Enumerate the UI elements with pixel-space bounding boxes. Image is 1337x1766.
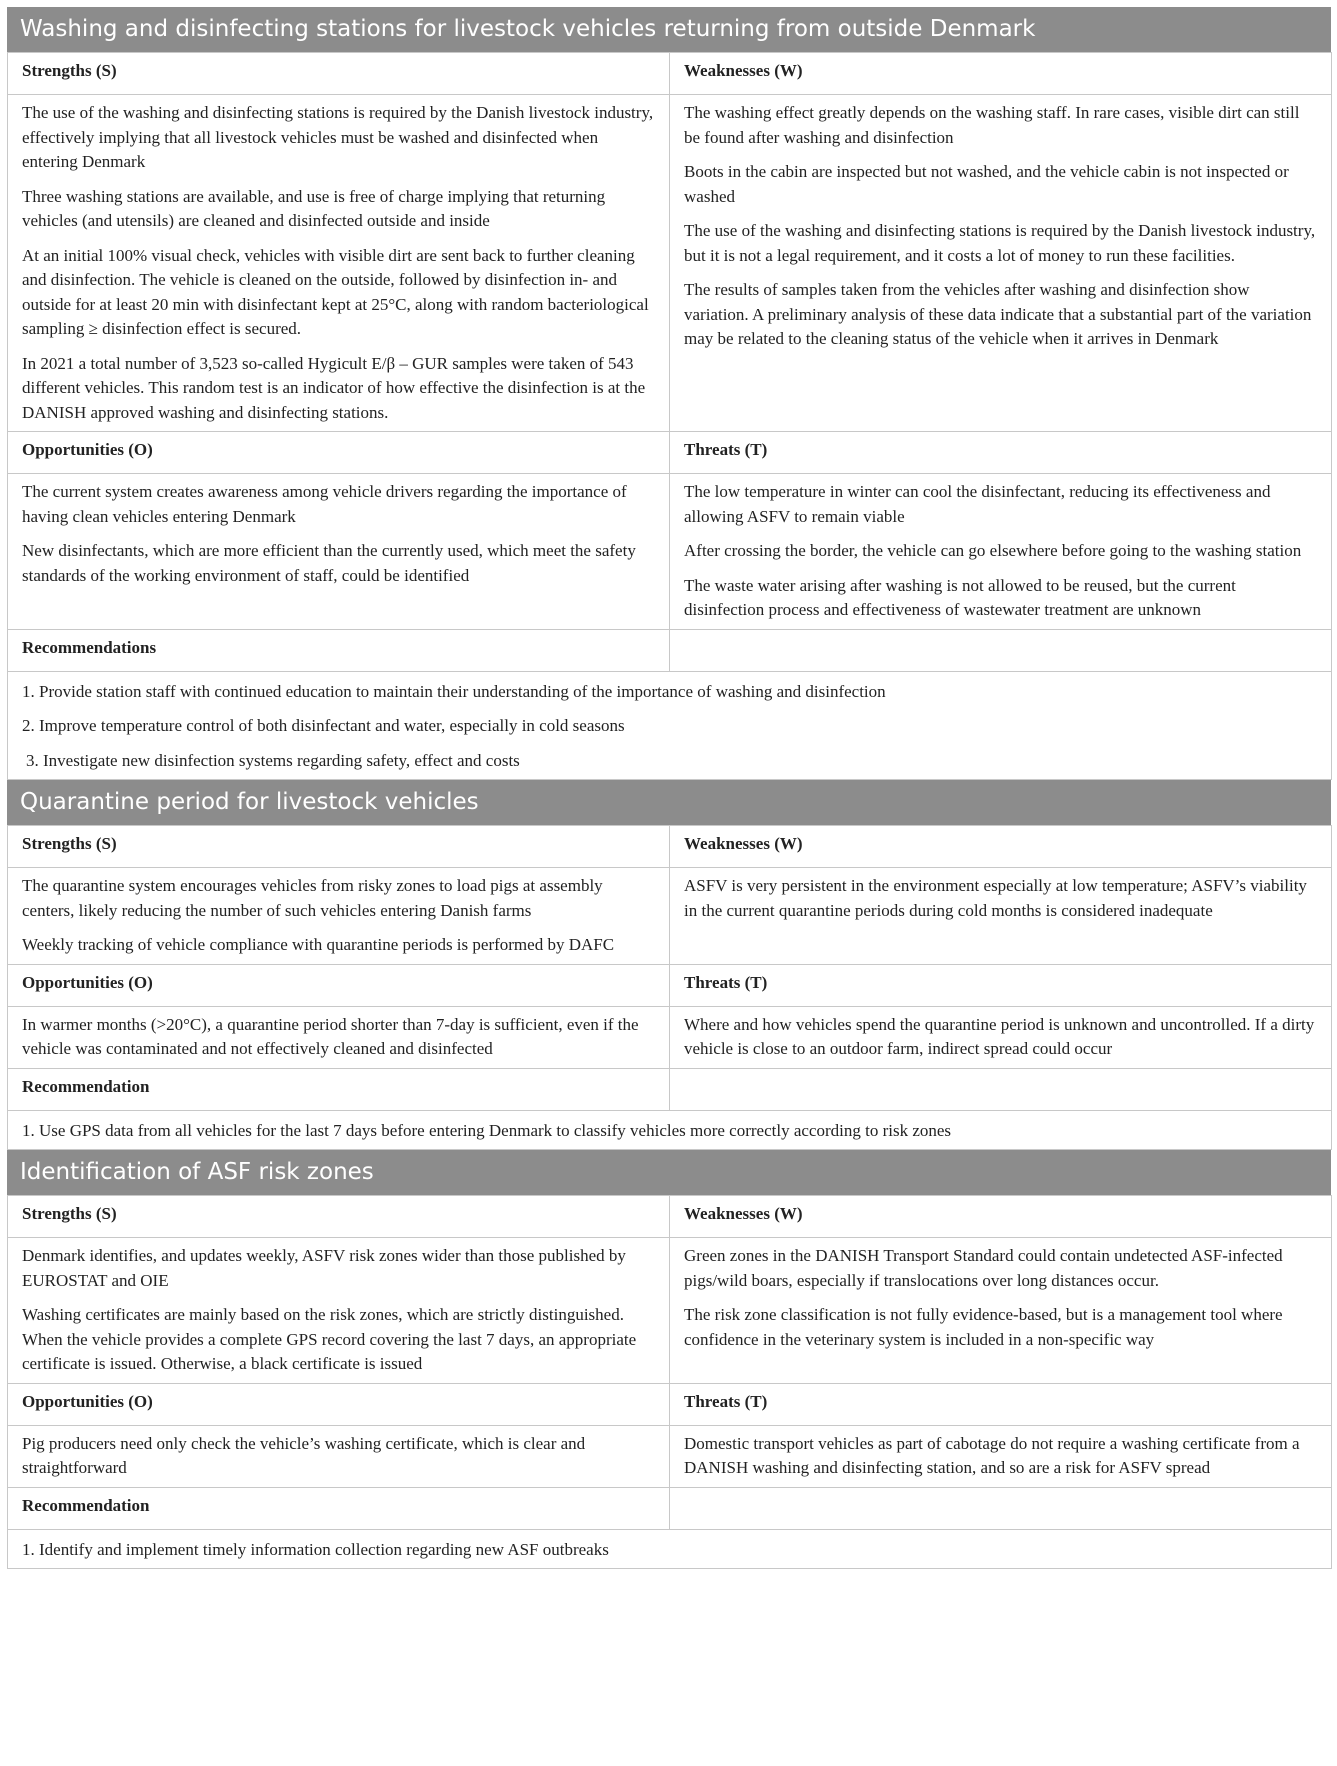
- threat-item: The waste water arising after washing is not allowed to be reused, but the current disinfection process and effectiveness of wastewater treatment are unknown: [684, 575, 1236, 619]
- section-risk-zones: [7, 1150, 1331, 1569]
- weakness-item: The results of samples taken from the vehicles after washing and disinfection show variation. A preliminary analysis of these data indicate that a substantial part of the variation may be related to the cleaning status of the vehicle when it arrives in Denmark: [684, 280, 1312, 348]
- section-washing-stations: [7, 7, 1331, 780]
- recommendations-header-cell: [8, 1487, 670, 1529]
- weaknesses-header: Weaknesses (W): [684, 1204, 803, 1223]
- weakness-item: The risk zone classification is not fully evidence-based, but is a management tool where confidence in the veterinary system is included in a non-specific way: [684, 1305, 1283, 1349]
- strengths-header: Strengths (S): [22, 834, 117, 853]
- weakness-item: The use of the washing and disinfecting stations is required by the Danish livestock industry, but it is not a legal requirement, and it costs a lot of money to run these facilities.: [684, 221, 1316, 265]
- recommendations-header: Recommendation: [22, 1495, 150, 1515]
- recommendations-cell: [8, 1529, 1332, 1569]
- opportunities-header-cell: [8, 1383, 670, 1425]
- recommendations-header: Recommendations: [22, 637, 157, 657]
- opportunity-item: In warmer months (>20°C), a quarantine period shorter than 7-day is sufficient, even if the vehicle was contaminated and not effectively cleaned and disinfected: [22, 1014, 639, 1058]
- section-title: Washing and disinfecting stations for livestock vehicles returning from outside Denmark: [7, 7, 1331, 52]
- swot-table: [7, 1195, 1332, 1569]
- recommendations-cell: [8, 1110, 1332, 1150]
- strengths-header-cell: [8, 1196, 670, 1238]
- opportunity-item: New disinfectants, which are more efficient than the currently used, which meet the safety standards of the working environment of staff, could be identified: [22, 541, 636, 585]
- strength-item: At an initial 100% visual check, vehicles with visible dirt are sent back to further cleaning and disinfection. The vehicle is cleaned on the outside, followed by disinfection in- and outside for at least 20 min with disinfectant kept at 25°C, along with random bacteriological sampling ≥ disinfection effect is secured.: [22, 245, 649, 338]
- section-title: Quarantine period for livestock vehicles: [7, 780, 1331, 825]
- weaknesses-header-cell: [670, 53, 1332, 95]
- weaknesses-cell: [670, 1238, 1332, 1384]
- strength-item: Washing certificates are mainly based on the risk zones, which are strictly distinguished. When the vehicle provides a complete GPS record covering the last 7 days, an appropriate certificate is issued. Otherwise, a black certificate is issued: [22, 1305, 637, 1373]
- strength-item: Three washing stations are available, and use is free of charge implying that returning vehicles (and utensils) are cleaned and disinfected outside and inside: [22, 186, 606, 230]
- threat-item: After crossing the border, the vehicle can go elsewhere before going to the washing station: [684, 541, 1302, 560]
- strengths-cell: [8, 95, 670, 432]
- weakness-item: The washing effect greatly depends on the washing staff. In rare cases, visible dirt can still be found after washing and disinfection: [684, 103, 1300, 147]
- empty-cell: [670, 1487, 1332, 1529]
- recommendation-item: 1. Identify and implement timely information collection regarding new ASF outbreaks: [22, 1539, 609, 1559]
- threat-item: Where and how vehicles spend the quarantine period is unknown and uncontrolled. If a dirty vehicle is close to an outdoor farm, indirect spread could occur: [684, 1014, 1315, 1058]
- threats-header-cell: [670, 964, 1332, 1006]
- recommendations-header-cell: [8, 1068, 670, 1110]
- threats-header: Threats (T): [684, 440, 768, 459]
- strength-item: In 2021 a total number of 3,523 so-called Hygicult E/β – GUR samples were taken of 543 different vehicles. This random test is an indicator of how effective the disinfection is at the DANISH approved washing and disinfecting stations.: [22, 353, 646, 422]
- section-quarantine: [7, 780, 1331, 1150]
- swot-table: [7, 825, 1332, 1150]
- threats-header: Threats (T): [684, 1391, 768, 1411]
- recommendation-item: 2. Improve temperature control of both disinfectant and water, especially in cold seasons: [22, 716, 625, 735]
- weakness-item: Boots in the cabin are inspected but not washed, and the vehicle cabin is not inspected or washed: [684, 162, 1289, 206]
- opportunities-cell: [8, 474, 670, 630]
- section-title: Identification of ASF risk zones: [7, 1150, 1331, 1195]
- opportunity-item: Pig producers need only check the vehicle’s washing certificate, which is clear and straightforward: [22, 1433, 586, 1477]
- swot-document: [7, 7, 1331, 1569]
- strength-item: Weekly tracking of vehicle compliance with quarantine periods is performed by DAFC: [22, 935, 615, 954]
- threats-header-cell: [670, 1383, 1332, 1425]
- threats-header: Threats (T): [684, 972, 768, 992]
- opportunities-header: Opportunities (O): [22, 440, 153, 459]
- weaknesses-header-cell: [670, 826, 1332, 868]
- strengths-header-cell: [8, 826, 670, 868]
- opportunities-header-cell: [8, 964, 670, 1006]
- swot-table: [7, 52, 1332, 780]
- strengths-header-cell: [8, 53, 670, 95]
- threats-header-cell: [670, 432, 1332, 474]
- strength-item: The use of the washing and disinfecting stations is required by the Danish livestock industry, effectively implying that all livestock vehicles must be washed and disinfected when entering Denmark: [22, 103, 654, 171]
- strength-item: The quarantine system encourages vehicles from risky zones to load pigs at assembly centers, likely reducing the number of such vehicles entering Danish farms: [22, 876, 603, 920]
- weaknesses-header: Weaknesses (W): [684, 834, 803, 853]
- empty-cell: [670, 629, 1332, 671]
- recommendations-header-cell: [8, 629, 670, 671]
- threat-item: The low temperature in winter can cool the disinfectant, reducing its effectiveness and allowing ASFV to remain viable: [684, 482, 1271, 526]
- recommendations-header: Recommendation: [22, 1076, 150, 1096]
- opportunities-cell: [8, 1006, 670, 1068]
- threats-cell: [670, 1006, 1332, 1068]
- weaknesses-cell: [670, 95, 1332, 432]
- opportunity-item: The current system creates awareness among vehicle drivers regarding the importance of having clean vehicles entering Denmark: [22, 482, 627, 526]
- opportunities-cell: [8, 1425, 670, 1487]
- threats-cell: [670, 474, 1332, 630]
- threat-item: Domestic transport vehicles as part of cabotage do not require a washing certificate from a DANISH washing and disinfecting station, and so are a risk for ASFV spread: [684, 1433, 1300, 1477]
- recommendation-item: 1. Provide station staff with continued education to maintain their understanding of the importance of washing and disinfection: [22, 681, 886, 701]
- recommendations-cell: [8, 671, 1332, 780]
- threats-cell: [670, 1425, 1332, 1487]
- recommendation-item: 1. Use GPS data from all vehicles for the last 7 days before entering Denmark to classify vehicles more correctly according to risk zones: [22, 1120, 952, 1140]
- opportunities-header: Opportunities (O): [22, 1391, 153, 1411]
- strengths-header: Strengths (S): [22, 1204, 117, 1223]
- weaknesses-cell: [670, 868, 1332, 965]
- strengths-cell: [8, 1238, 670, 1384]
- weaknesses-header-cell: [670, 1196, 1332, 1238]
- opportunities-header: Opportunities (O): [22, 972, 153, 992]
- weaknesses-header: Weaknesses (W): [684, 61, 803, 80]
- strengths-header: Strengths (S): [22, 61, 117, 80]
- strengths-cell: [8, 868, 670, 965]
- empty-cell: [670, 1068, 1332, 1110]
- recommendation-item: 3. Investigate new disinfection systems regarding safety, effect and costs: [26, 750, 520, 770]
- weakness-item: Green zones in the DANISH Transport Standard could contain undetected ASF-infected pigs/wild boars, especially if translocations over long distances occur.: [684, 1246, 1283, 1290]
- opportunities-header-cell: [8, 432, 670, 474]
- strength-item: Denmark identifies, and updates weekly, ASFV risk zones wider than those published by EUROSTAT and OIE: [22, 1246, 626, 1290]
- weakness-item: ASFV is very persistent in the environment especially at low temperature; ASFV’s viability in the current quarantine periods during cold months is considered inadequate: [684, 876, 1307, 920]
